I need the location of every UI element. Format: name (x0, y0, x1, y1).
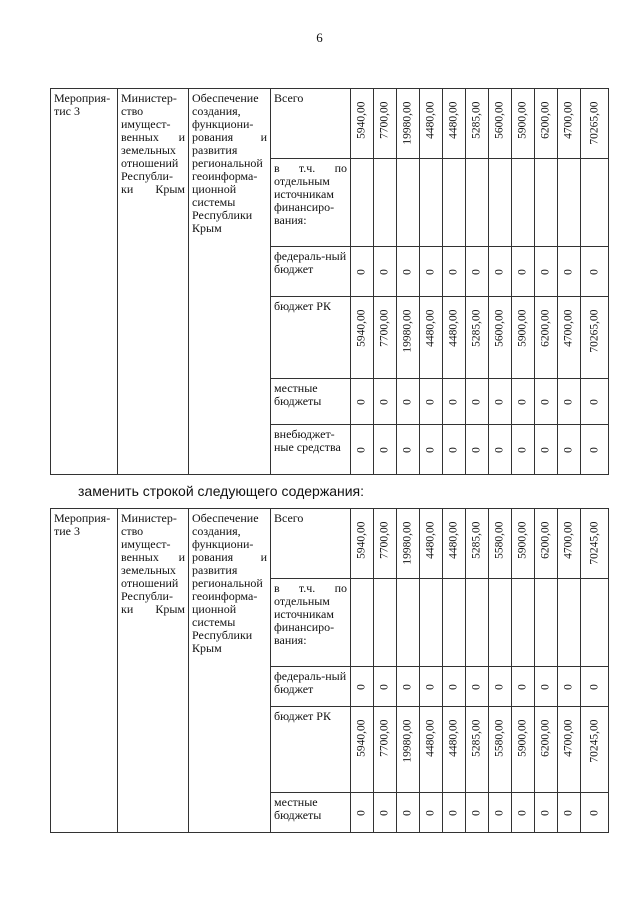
year-value-cell (581, 509, 609, 579)
year-value-cell (489, 159, 512, 247)
year-value: 19980,00 (401, 101, 414, 145)
year-value: 70265,00 (588, 309, 600, 353)
year-value-cell (535, 379, 558, 425)
year-value-cell (581, 793, 609, 833)
year-value-cell (397, 509, 420, 579)
year-value-cell (558, 89, 581, 159)
year-value: 7700,00 (378, 309, 391, 347)
year-value: 4700,00 (562, 719, 575, 757)
year-value: 0 (470, 809, 483, 816)
year-value-cell (581, 379, 609, 425)
year-value: 0 (401, 268, 414, 275)
year-value: 0 (355, 398, 368, 405)
year-value: 0 (493, 809, 506, 816)
year-value-cell (420, 425, 443, 475)
source-label: бюджет РК (274, 709, 331, 723)
year-value: 0 (424, 268, 437, 275)
year-value-cell (581, 425, 609, 475)
year-value-cell (351, 89, 374, 159)
purpose-cell (189, 509, 271, 833)
source-label: Всего (274, 511, 304, 525)
funding-row (51, 509, 609, 579)
year-value-cell (420, 793, 443, 833)
year-value: 5900,00 (516, 101, 529, 139)
year-value-cell (512, 793, 535, 833)
year-value: 0 (378, 809, 391, 816)
source-label: федераль-ный бюджет (274, 669, 347, 696)
year-value-cell (535, 667, 558, 707)
year-value-cell (535, 89, 558, 159)
year-value-cell (420, 159, 443, 247)
year-value: 5285,00 (470, 101, 483, 139)
year-value: 5580,00 (493, 521, 506, 559)
year-value: 0 (401, 398, 414, 405)
year-value-cell (374, 247, 397, 297)
year-value: 0 (378, 446, 391, 453)
source-label-cell (271, 707, 351, 793)
year-value: 0 (355, 268, 368, 275)
executor-cell (118, 89, 189, 475)
year-value: 0 (493, 683, 506, 690)
year-value-cell (351, 509, 374, 579)
year-value-cell (489, 509, 512, 579)
year-value-cell (489, 89, 512, 159)
year-value: 6200,00 (539, 101, 552, 139)
year-value: 0 (447, 268, 460, 275)
source-label-cell (271, 667, 351, 707)
source-label: в т.ч. по отдельным источникам финансиро-вания: (274, 581, 347, 647)
year-value: 0 (447, 446, 460, 453)
year-value: 5940,00 (355, 101, 368, 139)
year-value: 70245,00 (588, 719, 600, 763)
year-value-cell (489, 425, 512, 475)
year-value-cell (535, 297, 558, 379)
year-value-cell (512, 89, 535, 159)
year-value-cell (535, 425, 558, 475)
year-value: 5285,00 (470, 309, 483, 347)
year-value: 4480,00 (447, 521, 460, 559)
year-value: 0 (493, 398, 506, 405)
year-value-cell (558, 425, 581, 475)
source-label-cell (271, 425, 351, 475)
year-value: 0 (355, 446, 368, 453)
year-value-cell (443, 89, 466, 159)
year-value-cell (443, 247, 466, 297)
year-value-cell (374, 509, 397, 579)
year-value-cell (489, 379, 512, 425)
year-value: 0 (401, 446, 414, 453)
year-value-cell (558, 793, 581, 833)
year-value-cell (443, 379, 466, 425)
replace-phrase: заменить строкой следующего содержания: (78, 483, 365, 499)
year-value: 0 (539, 683, 552, 690)
year-value: 0 (470, 446, 483, 453)
event-cell-text: Мероприя-тис 3 (54, 91, 111, 118)
executor-cell (118, 509, 189, 833)
year-value: 4700,00 (562, 521, 575, 559)
year-value-cell (466, 297, 489, 379)
year-value: 5940,00 (355, 719, 368, 757)
year-value-cell (535, 793, 558, 833)
year-value: 0 (516, 268, 529, 275)
year-value: 19980,00 (401, 309, 414, 353)
year-value-cell (512, 707, 535, 793)
year-value-cell (397, 667, 420, 707)
year-value-cell (443, 707, 466, 793)
year-value: 0 (588, 809, 600, 816)
year-value-cell (489, 579, 512, 667)
year-value-cell (581, 159, 609, 247)
year-value: 0 (447, 398, 460, 405)
year-value: 4480,00 (424, 309, 437, 347)
year-value: 0 (424, 683, 437, 690)
source-label-cell (271, 159, 351, 247)
year-value: 70245,00 (588, 521, 600, 565)
year-value: 4480,00 (447, 101, 460, 139)
old-row-table (50, 88, 609, 475)
year-value: 0 (424, 809, 437, 816)
source-label-cell (271, 509, 351, 579)
event-cell-text: Мероприя-тие 3 (54, 511, 111, 538)
year-value-cell (420, 509, 443, 579)
year-value-cell (420, 707, 443, 793)
year-value: 0 (378, 683, 391, 690)
year-value: 5600,00 (493, 309, 506, 347)
year-value-cell (466, 159, 489, 247)
source-label-cell (271, 793, 351, 833)
year-value-cell (558, 509, 581, 579)
source-label-cell (271, 579, 351, 667)
year-value-cell (558, 247, 581, 297)
year-value-cell (397, 159, 420, 247)
year-value: 0 (562, 809, 575, 816)
year-value: 19980,00 (401, 719, 414, 763)
year-value: 5900,00 (516, 521, 529, 559)
source-label: местные бюджеты (274, 795, 322, 822)
year-value-cell (420, 89, 443, 159)
year-value-cell (535, 159, 558, 247)
year-value-cell (420, 379, 443, 425)
year-value-cell (374, 667, 397, 707)
year-value-cell (397, 297, 420, 379)
year-value: 19980,00 (401, 521, 414, 565)
year-value: 0 (401, 809, 414, 816)
year-value: 0 (588, 268, 600, 275)
year-value-cell (374, 425, 397, 475)
year-value: 5600,00 (493, 101, 506, 139)
year-value-cell (466, 379, 489, 425)
year-value-cell (351, 667, 374, 707)
year-value-cell (443, 159, 466, 247)
year-value-cell (466, 667, 489, 707)
year-value: 0 (588, 398, 600, 405)
year-value: 0 (493, 268, 506, 275)
year-value-cell (535, 247, 558, 297)
page-number: 6 (316, 30, 323, 45)
year-value-cell (558, 379, 581, 425)
source-label: местные бюджеты (274, 381, 322, 408)
source-label-cell (271, 89, 351, 159)
year-value: 4480,00 (447, 719, 460, 757)
year-value-cell (581, 247, 609, 297)
year-value: 0 (355, 683, 368, 690)
source-label-cell (271, 379, 351, 425)
year-value: 4480,00 (447, 309, 460, 347)
year-value: 6200,00 (539, 309, 552, 347)
year-value-cell (558, 667, 581, 707)
year-value: 4480,00 (424, 719, 437, 757)
executor-cell-text: Министер-ство имущест-венных и земельных отношений Республи-ки Крым (121, 91, 185, 196)
year-value: 5900,00 (516, 309, 529, 347)
year-value: 0 (516, 398, 529, 405)
year-value-cell (512, 379, 535, 425)
year-value: 0 (562, 446, 575, 453)
event-cell (51, 89, 118, 475)
year-value-cell (420, 297, 443, 379)
purpose-cell (189, 89, 271, 475)
year-value-cell (374, 159, 397, 247)
year-value-cell (351, 297, 374, 379)
year-value-cell (351, 793, 374, 833)
year-value: 70265,00 (588, 101, 600, 145)
year-value-cell (351, 247, 374, 297)
year-value-cell (374, 89, 397, 159)
year-value-cell (512, 297, 535, 379)
year-value: 7700,00 (378, 101, 391, 139)
year-value-cell (512, 247, 535, 297)
year-value: 0 (516, 683, 529, 690)
year-value: 0 (447, 809, 460, 816)
year-value-cell (420, 247, 443, 297)
year-value: 5940,00 (355, 521, 368, 559)
source-label: внебюджет-ные средства (274, 427, 341, 454)
year-value: 0 (378, 398, 391, 405)
year-value-cell (351, 707, 374, 793)
year-value-cell (374, 707, 397, 793)
year-value-cell (512, 159, 535, 247)
year-value-cell (466, 425, 489, 475)
year-value-cell (535, 579, 558, 667)
year-value-cell (512, 667, 535, 707)
year-value: 7700,00 (378, 719, 391, 757)
year-value-cell (581, 707, 609, 793)
year-value-cell (581, 89, 609, 159)
source-label-cell (271, 297, 351, 379)
year-value-cell (443, 425, 466, 475)
year-value-cell (397, 793, 420, 833)
year-value-cell (581, 297, 609, 379)
year-value-cell (443, 579, 466, 667)
year-value-cell (374, 793, 397, 833)
year-value: 0 (470, 398, 483, 405)
year-value-cell (351, 425, 374, 475)
year-value: 6200,00 (539, 719, 552, 757)
source-label-cell (271, 247, 351, 297)
year-value-cell (351, 159, 374, 247)
year-value-cell (397, 247, 420, 297)
year-value-cell (535, 707, 558, 793)
executor-cell-text: Министер-ство имущест-венных и земельных отношений Республи-ки Крым (121, 511, 185, 616)
year-value: 0 (562, 683, 575, 690)
year-value-cell (443, 509, 466, 579)
year-value: 4700,00 (562, 309, 575, 347)
year-value: 4480,00 (424, 101, 437, 139)
event-cell (51, 509, 118, 833)
year-value: 0 (539, 446, 552, 453)
year-value: 6200,00 (539, 521, 552, 559)
year-value-cell (397, 379, 420, 425)
year-value: 5580,00 (493, 719, 506, 757)
year-value: 5285,00 (470, 719, 483, 757)
year-value: 4480,00 (424, 521, 437, 559)
year-value: 7700,00 (378, 521, 391, 559)
year-value: 0 (562, 268, 575, 275)
year-value-cell (558, 159, 581, 247)
source-label: в т.ч. по отдельным источникам финансиро-вания: (274, 161, 347, 227)
year-value: 0 (588, 683, 600, 690)
year-value-cell (443, 793, 466, 833)
year-value: 0 (562, 398, 575, 405)
year-value: 0 (516, 446, 529, 453)
year-value-cell (374, 579, 397, 667)
source-label: федераль-ный бюджет (274, 249, 347, 276)
year-value-cell (443, 667, 466, 707)
year-value-cell (512, 579, 535, 667)
year-value: 0 (470, 268, 483, 275)
year-value-cell (535, 509, 558, 579)
year-value-cell (489, 667, 512, 707)
year-value: 5940,00 (355, 309, 368, 347)
year-value: 0 (378, 268, 391, 275)
year-value: 0 (401, 683, 414, 690)
year-value-cell (581, 579, 609, 667)
purpose-cell-text: Обеспечение создания, функциони-рования и развития региональной геоинформа-ционной системы Республики Крым (192, 511, 267, 655)
year-value: 0 (588, 446, 600, 453)
funding-row (51, 89, 609, 159)
year-value-cell (489, 707, 512, 793)
year-value-cell (558, 297, 581, 379)
year-value-cell (351, 579, 374, 667)
year-value: 4700,00 (562, 101, 575, 139)
year-value: 0 (424, 446, 437, 453)
year-value-cell (374, 379, 397, 425)
year-value-cell (466, 247, 489, 297)
year-value-cell (581, 667, 609, 707)
year-value-cell (420, 579, 443, 667)
year-value-cell (374, 297, 397, 379)
year-value-cell (466, 579, 489, 667)
year-value: 0 (424, 398, 437, 405)
year-value: 0 (516, 809, 529, 816)
year-value-cell (397, 579, 420, 667)
year-value: 0 (539, 268, 552, 275)
source-label: бюджет РК (274, 299, 331, 313)
year-value-cell (397, 425, 420, 475)
year-value-cell (489, 793, 512, 833)
source-label: Всего (274, 91, 304, 105)
year-value: 0 (539, 809, 552, 816)
year-value-cell (351, 379, 374, 425)
year-value-cell (512, 509, 535, 579)
purpose-cell-text: Обеспечение создания, функциони-рования и развития региональной геоинформа-ционной системы Республики Крым (192, 91, 267, 235)
year-value-cell (397, 89, 420, 159)
year-value-cell (420, 667, 443, 707)
year-value-cell (397, 707, 420, 793)
year-value: 5900,00 (516, 719, 529, 757)
year-value-cell (443, 297, 466, 379)
year-value: 0 (539, 398, 552, 405)
year-value-cell (466, 793, 489, 833)
year-value-cell (558, 579, 581, 667)
year-value-cell (558, 707, 581, 793)
year-value-cell (512, 425, 535, 475)
year-value-cell (466, 89, 489, 159)
year-value: 0 (493, 446, 506, 453)
year-value: 0 (447, 683, 460, 690)
year-value-cell (466, 707, 489, 793)
year-value-cell (489, 297, 512, 379)
year-value: 0 (470, 683, 483, 690)
year-value: 5285,00 (470, 521, 483, 559)
year-value: 0 (355, 809, 368, 816)
new-row-table (50, 508, 609, 833)
year-value-cell (466, 509, 489, 579)
year-value-cell (489, 247, 512, 297)
